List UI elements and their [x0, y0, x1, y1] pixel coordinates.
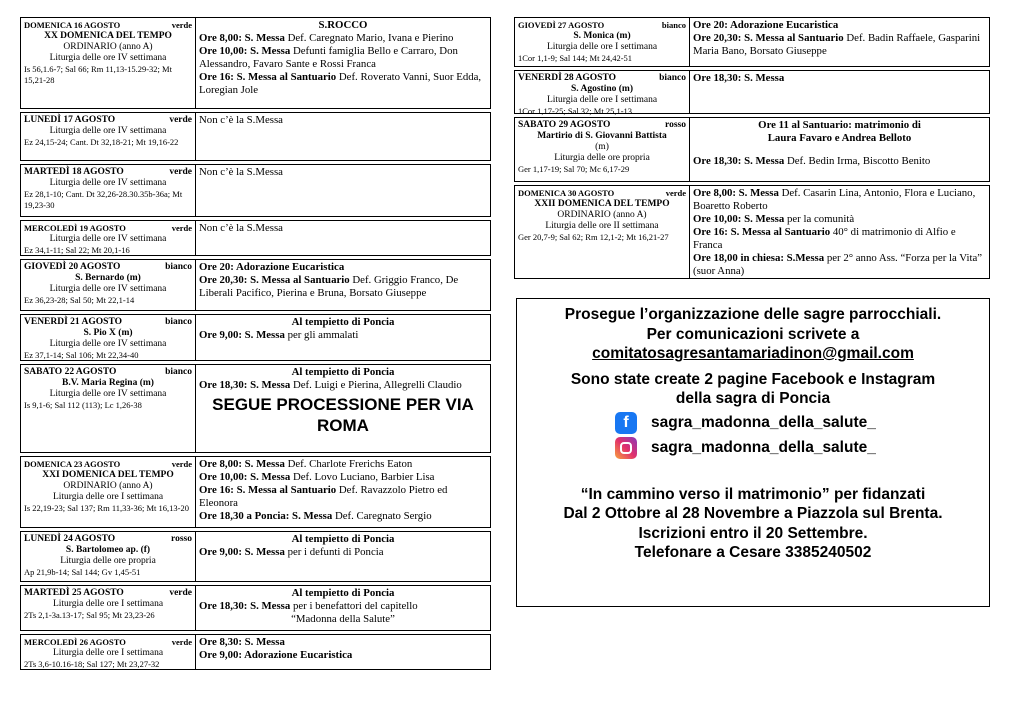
mass-line — [693, 72, 986, 85]
day-title: GIOVEDÌ 20 AGOSTO — [24, 262, 121, 272]
readings: Ger 20,7-9; Sal 62; Rm 12,1-2; Mt 16,21-27 — [518, 232, 669, 242]
mass-heading: S.ROCCO — [318, 19, 368, 31]
day-subtitle: Liturgia delle ore I settimana — [546, 42, 658, 52]
day-heading — [518, 188, 686, 199]
masses-cell — [196, 532, 490, 581]
day-row — [20, 531, 491, 582]
mass-line — [199, 600, 487, 613]
day-title: DOMENICA 23 AGOSTO — [24, 459, 121, 469]
mass-time: Ore 16: S. Messa al Santuario — [199, 484, 337, 496]
liturgical-color: verde — [169, 588, 192, 598]
mass-line — [199, 379, 487, 392]
day-title: VENERDÌ 21 AGOSTO — [24, 317, 123, 327]
mass-time: Ore 20: Adorazione Eucaristica — [199, 261, 345, 273]
day-subtitle: Liturgia delle ore I settimana — [52, 648, 164, 658]
mass-intention: Def. Charlote Frerichs Eaton — [284, 458, 413, 470]
notice-line: “In cammino verso il matrimonio” per fidanzati — [580, 485, 926, 503]
mass-intention: Def. Casarin Lina, Antonio, Flora e Luciano, Boaretto Roberto — [693, 187, 976, 212]
facebook-handle: sagra_madonna_della_salute_ — [651, 413, 876, 431]
mass-intention: per i benefattori del capitello — [290, 600, 418, 612]
day-heading — [518, 73, 686, 84]
mass-line — [693, 187, 986, 213]
mass-time: Ore 20,30: S. Messa al Santuario — [693, 32, 844, 44]
mass-line — [693, 32, 986, 58]
day-row — [20, 585, 491, 631]
mass-time: Ore 16: S. Messa al Santuario — [693, 226, 831, 238]
mass-intention: Non c’è la S.Messa — [199, 222, 283, 234]
day-heading — [24, 534, 192, 545]
readings: Ger 1,17-19; Sal 70; Mc 6,17-29 — [518, 164, 630, 174]
instagram-icon — [615, 437, 637, 459]
day-subtitle: Liturgia delle ore IV settimana — [49, 339, 167, 349]
mass-intention: per 2° anno Ass. “Forza per la Vita” (suor Anna) — [693, 252, 983, 277]
right-column — [514, 17, 990, 282]
day-subtitle: XXI DOMENICA DEL TEMPO — [42, 470, 174, 480]
day-title: MERCOLEDÌ 19 AGOSTO — [24, 223, 126, 233]
mass-line — [199, 649, 487, 662]
masses-cell — [196, 586, 490, 630]
notice-line: Sono state create 2 pagine Facebook e Instagram — [570, 370, 936, 388]
day-title: VENERDÌ 28 AGOSTO — [518, 73, 617, 83]
mass-heading: Laura Favaro e Andrea Belloto — [767, 132, 912, 144]
day-row — [20, 314, 491, 361]
day-cell — [515, 18, 690, 66]
procession-notice: SEGUE PROCESSIONE PER VIA ROMA — [212, 395, 474, 435]
mass-line — [693, 155, 986, 168]
mass-line — [693, 226, 986, 252]
mass-time: Ore 8,00: S. Messa — [693, 187, 779, 199]
mass-intention: Def. Lovo Luciano, Barbier Lisa — [290, 471, 435, 483]
mass-line — [199, 32, 487, 45]
day-subtitle: ORDINARIO (anno A) — [63, 42, 153, 52]
day-heading — [24, 637, 192, 648]
day-heading — [24, 459, 192, 470]
readings: Ez 36,23-28; Sal 50; Mt 22,1-14 — [24, 295, 135, 305]
day-title: SABATO 29 AGOSTO — [518, 120, 611, 130]
day-row — [20, 220, 491, 256]
liturgical-color: rosso — [171, 534, 192, 544]
day-title: SABATO 22 AGOSTO — [24, 367, 117, 377]
mass-line — [199, 45, 487, 71]
liturgical-color: verde — [171, 637, 192, 647]
readings: Ez 34,1-11; Sal 22; Mt 20,1-16 — [24, 245, 130, 255]
day-title: DOMENICA 30 AGOSTO — [518, 188, 615, 198]
masses-cell — [196, 260, 490, 310]
mass-line — [199, 484, 487, 510]
mass-line — [199, 546, 487, 559]
day-row — [20, 164, 491, 217]
mass-heading: Al tempietto di Poncia — [291, 316, 395, 328]
liturgical-color: bianco — [165, 262, 192, 272]
mass-time: Ore 18,30: S. Messa — [199, 379, 291, 391]
mass-intention: per la comunità — [784, 213, 855, 225]
mass-time: Ore 18,30: S. Messa — [693, 72, 785, 84]
mass-time: Ore 18,30: S. Messa — [199, 600, 291, 612]
mass-time: Ore 9,00: Adorazione Eucaristica — [199, 649, 353, 661]
notice-line: Telefonare a Cesare 3385240502 — [634, 544, 872, 561]
day-row — [20, 456, 491, 528]
day-subtitle: XX DOMENICA DEL TEMPO — [44, 31, 172, 41]
day-title: LUNEDÌ 17 AGOSTO — [24, 115, 116, 125]
day-heading — [24, 115, 192, 126]
day-heading — [518, 120, 686, 131]
readings: 1Cor 1,1-9; Sal 144; Mt 24,42-51 — [518, 53, 633, 63]
readings: Is 9,1-6; Sal 112 (113); Lc 1,26-38 — [24, 400, 142, 410]
day-heading — [24, 317, 192, 328]
day-subtitle: Liturgia delle ore II settimana — [545, 221, 659, 231]
mass-time: Ore 8,00: S. Messa — [199, 32, 285, 44]
instagram-handle: sagra_madonna_della_salute_ — [651, 438, 876, 456]
day-subtitle: Liturgia delle ore I settimana — [52, 599, 164, 609]
day-subtitle: S. Bartolomeo ap. (f) — [65, 545, 151, 555]
readings: Ap 21,9b-14; Sal 144; Gv 1,45-51 — [24, 567, 141, 577]
mass-intention: Def. Bedin Irma, Biscotto Benito — [784, 155, 931, 167]
day-subtitle: S. Pio X (m) — [83, 328, 133, 338]
facebook-icon: f — [615, 412, 637, 434]
readings: 2Ts 2,1-3a.13-17; Sal 95; Mt 23,23-26 — [24, 610, 155, 620]
spacer — [693, 145, 986, 155]
liturgical-color: verde — [171, 223, 192, 233]
mass-intention: Non c’è la S.Messa — [199, 114, 283, 126]
day-subtitle: Martirio di S. Giovanni Battista — [537, 131, 667, 141]
email-link[interactable]: comitatosagresantamariadinon@gmail.com — [592, 345, 914, 362]
mass-time: Ore 18,30 a Poncia: S. Messa — [199, 510, 333, 522]
mass-intention: Def. Caregnato Sergio — [332, 510, 432, 522]
masses-cell — [196, 365, 490, 452]
mass-line — [199, 636, 487, 649]
mass-intention: Def. Luigi e Pierina, Allegrelli Claudio — [290, 379, 462, 391]
day-subtitle: Liturgia delle ore I settimana — [52, 492, 164, 502]
notice-line: Prosegue l’organizzazione delle sagre parrocchiali. — [564, 306, 942, 323]
mass-time: Ore 18,00 in chiesa: S.Messa — [693, 252, 825, 264]
mass-intention: per i defunti di Poncia — [284, 546, 384, 558]
mass-note: “Madonna della Salute” — [291, 613, 395, 625]
mass-time: Ore 16: S. Messa al Santuario — [199, 71, 337, 83]
liturgical-color: bianco — [659, 73, 686, 83]
liturgical-color: verde — [169, 115, 192, 125]
mass-intention: 40° di matrimonio di Alfio e Franca — [693, 226, 956, 251]
day-subtitle: XXII DOMENICA DEL TEMPO — [534, 199, 670, 209]
mass-line — [199, 114, 487, 127]
day-cell — [515, 118, 690, 181]
masses-cell — [690, 71, 989, 113]
mass-line — [693, 213, 986, 226]
notice-line: Dal 2 Ottobre al 28 Novembre a Piazzola sul Brenta. — [563, 505, 943, 522]
liturgical-color: verde — [171, 20, 192, 30]
day-row — [20, 634, 491, 670]
mass-line — [199, 166, 487, 179]
day-subtitle: Liturgia delle ore propria — [554, 153, 650, 163]
mass-line — [199, 222, 487, 235]
masses-cell — [196, 18, 490, 108]
masses-cell — [196, 113, 490, 160]
day-row — [514, 117, 990, 182]
readings: Ez 37,1-14; Sal 106; Mt 22,34-40 — [24, 350, 139, 360]
day-cell — [21, 113, 196, 160]
mass-intention: Def. Roverato Vanni, Suor Edda, Loregian Jole — [199, 71, 482, 96]
mass-heading: Ore 11 al Santuario: matrimonio di — [758, 119, 921, 131]
day-cell — [21, 315, 196, 360]
day-heading — [24, 588, 192, 599]
day-cell — [21, 635, 196, 669]
readings: Ez 28,1-10; Cant. Dt 32,26-28.30.35b-36a; Mt 19,23-30 — [24, 189, 183, 210]
day-cell — [21, 457, 196, 527]
day-subtitle: ORDINARIO (anno A) — [63, 481, 153, 491]
readings: 1Cor 1,17-25; Sal 32; Mt 25,1-13 — [518, 106, 633, 116]
masses-cell — [690, 18, 989, 66]
masses-cell — [196, 635, 490, 669]
liturgical-color: bianco — [165, 367, 192, 377]
mass-time: Ore 20: Adorazione Eucaristica — [693, 19, 839, 31]
liturgical-color: verde — [665, 188, 686, 198]
day-heading — [24, 20, 192, 31]
mass-intention: Non c’è la S.Messa — [199, 166, 283, 178]
mass-line — [199, 329, 487, 342]
mass-time: Ore 10,00: S. Messa — [199, 45, 291, 57]
masses-cell — [196, 165, 490, 216]
notice-line: Per comunicazioni scrivete a — [646, 325, 860, 343]
masses-cell — [690, 186, 989, 278]
mass-heading: Al tempietto di Poncia — [291, 366, 395, 378]
day-subtitle: S. Bernardo (m) — [75, 273, 141, 283]
day-cell — [21, 165, 196, 216]
day-heading — [24, 367, 192, 378]
liturgical-color: bianco — [165, 317, 192, 327]
mass-line — [693, 19, 986, 32]
mass-time: Ore 8,00: S. Messa — [199, 458, 285, 470]
day-heading — [518, 20, 686, 31]
readings: 2Ts 3,6-10.16-18; Sal 127; Mt 23,27-32 — [24, 659, 160, 669]
day-cell — [21, 260, 196, 310]
day-subtitle: Liturgia delle ore propria — [60, 556, 156, 566]
notice-box — [516, 298, 990, 607]
masses-cell — [196, 457, 490, 527]
masses-cell — [690, 118, 989, 181]
day-row — [20, 112, 491, 161]
notice-line: della sagra di Poncia — [675, 390, 831, 407]
mass-intention: Def. Badin Raffaele, Gasparini Maria Bano, Borsato Giuseppe — [693, 32, 981, 57]
day-cell — [515, 186, 690, 278]
mass-time: Ore 20,30: S. Messa al Santuario — [199, 274, 350, 286]
day-cell — [515, 71, 690, 116]
readings: Ez 24,15-24; Cant. Dt 32,18-21; Mt 19,16-22 — [24, 137, 179, 147]
day-title: LUNEDÌ 24 AGOSTO — [24, 534, 116, 544]
left-column — [20, 17, 491, 673]
day-row — [20, 17, 491, 109]
masses-cell — [196, 221, 490, 255]
day-title: MERCOLEDÌ 26 AGOSTO — [24, 637, 126, 647]
day-row — [20, 364, 491, 453]
day-row — [514, 70, 990, 114]
mass-time: Ore 8,30: S. Messa — [199, 636, 285, 648]
mass-line — [199, 510, 487, 523]
day-subtitle: Liturgia delle ore IV settimana — [49, 284, 167, 294]
day-title: GIOVEDÌ 27 AGOSTO — [518, 20, 605, 30]
mass-line — [199, 261, 487, 274]
day-cell — [21, 586, 196, 630]
mass-time: Ore 10,00: S. Messa — [693, 213, 785, 225]
mass-line — [693, 252, 986, 278]
masses-cell — [196, 315, 490, 360]
mass-intention: Defunti famiglia Bello e Carraro, Don Alessandro, Favaro Sante e Rossi Franca — [199, 45, 458, 70]
mass-intention: Def. Ravazzolo Pietro ed Eleonora — [199, 484, 448, 509]
day-row — [514, 185, 990, 279]
readings: Is 22,19-23; Sal 137; Rm 11,33-36; Mt 16,13-20 — [24, 503, 189, 513]
readings: Is 56,1.6-7; Sal 66; Rm 11,13-15.29-32; Mt 15,21-28 — [24, 64, 172, 85]
day-subtitle: (m) — [595, 142, 609, 152]
instagram-link[interactable] — [525, 437, 981, 459]
day-cell — [21, 365, 196, 452]
day-subtitle: Liturgia delle ore IV settimana — [49, 178, 167, 188]
day-subtitle: S. Agostino (m) — [570, 84, 634, 94]
day-heading — [24, 167, 192, 178]
day-cell — [21, 532, 196, 581]
day-heading — [24, 262, 192, 273]
day-title: DOMENICA 16 AGOSTO — [24, 20, 121, 30]
day-subtitle: Liturgia delle ore I settimana — [546, 95, 658, 105]
day-cell — [21, 18, 196, 108]
day-title: MARTEDÌ 25 AGOSTO — [24, 588, 124, 598]
liturgical-color: rosso — [665, 120, 686, 130]
mass-intention: Def. Caregnato Mario, Ivana e Pierino — [284, 32, 454, 44]
facebook-link[interactable] — [525, 412, 981, 434]
day-row — [514, 17, 990, 67]
mass-intention: per gli ammalati — [284, 329, 359, 341]
mass-time: Ore 9,00: S. Messa — [199, 329, 285, 341]
mass-line — [199, 71, 487, 97]
mass-intention: Def. Griggio Franco, De Liberali Pacifico, Pierina e Bruna, Borsato Giuseppe — [199, 274, 459, 299]
mass-heading: Al tempietto di Poncia — [291, 533, 395, 545]
day-subtitle: Liturgia delle ore IV settimana — [49, 126, 167, 136]
mass-line — [199, 458, 487, 471]
notice-line: Iscrizioni entro il 20 Settembre. — [638, 524, 868, 542]
mass-time: Ore 18,30: S. Messa — [693, 155, 785, 167]
mass-line — [199, 471, 487, 484]
day-cell — [21, 221, 196, 255]
mass-line — [199, 274, 487, 300]
mass-time: Ore 10,00: S. Messa — [199, 471, 291, 483]
liturgical-color: verde — [171, 459, 192, 469]
day-row — [20, 259, 491, 311]
day-subtitle: S. Monica (m) — [573, 31, 631, 41]
day-subtitle: B.V. Maria Regina (m) — [62, 378, 154, 388]
mass-time: Ore 9,00: S. Messa — [199, 546, 285, 558]
day-subtitle: Liturgia delle ore IV settimana — [49, 389, 167, 399]
liturgical-color: bianco — [661, 20, 686, 30]
day-subtitle: ORDINARIO (anno A) — [557, 210, 647, 220]
day-subtitle: Liturgia delle ore IV settimana — [49, 53, 167, 63]
day-title: MARTEDÌ 18 AGOSTO — [24, 167, 124, 177]
liturgical-color: verde — [169, 167, 192, 177]
mass-heading: Al tempietto di Poncia — [291, 587, 395, 599]
day-subtitle: Liturgia delle ore IV settimana — [49, 234, 167, 244]
day-heading — [24, 223, 192, 234]
